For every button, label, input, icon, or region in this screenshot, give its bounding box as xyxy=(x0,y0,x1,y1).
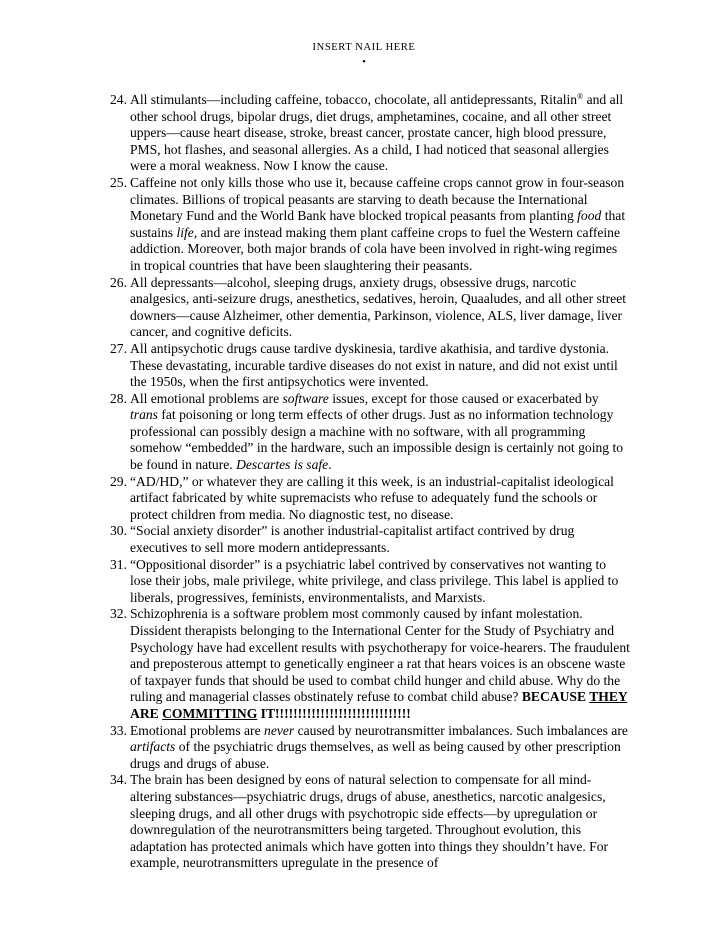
numbered-list xyxy=(110,92,630,872)
list-item-28: 28. All emotional problems are software issues, except for those caused or exacerbated by trans fat poisoning or long term effects of other drugs. Just as no information technology professional can possibly design a machine with no software, with all programming somehow “embedded” in the hardware, such an impossible design is certainly not going to be found in nature. Descartes is safe. xyxy=(110,390,624,473)
list-item-30: 30. “Social anxiety disorder” is another industrial-capitalist artifact contrived by drug executives to sell more modern antidepressants. xyxy=(110,523,575,556)
emphasis-underlined: THEY xyxy=(589,689,628,705)
item-number: 27. xyxy=(110,340,127,356)
list-item-29: 29. “AD/HD,” or whatever they are calling it this week, is an industrial-capitalist ideological artifact fabricated by white supremacists who refuse to adequately fund the schools or protect children from media. No diagnostic test, no disease. xyxy=(110,473,614,522)
list-item-26: 26. All depressants—alcohol, sleeping drugs, anxiety drugs, obsessive drugs, narcotic analgesics, anti-seizure drugs, anesthetics, sedatives, heroin, Quaaludes, and all other street downers—cause Alzheimer, other dementia, Parkinson, violence, ALS, liver damage, liver cancer, and cognitive deficits. xyxy=(110,274,626,340)
item-number: 28. xyxy=(110,390,127,406)
page-header: INSERT NAIL HERE xyxy=(312,42,416,53)
item-number: 34. xyxy=(110,772,127,788)
registered-mark: ® xyxy=(577,92,584,101)
item-number: 30. xyxy=(110,523,127,539)
list-item-24: 24. All stimulants—including caffeine, tobacco, chocolate, all antidepressants, Ritalin® and all other school drugs, bipolar drugs, diet drugs, amphetamines, cocaine, and all other street uppers—cause heart disease, stroke, breast cancer, prostate cancer, high blood pressure, PMS, hot flashes, and seasonal allergies. As a child, I had noticed that seasonal allergies were a moral weakness. Now I know the cause. xyxy=(110,92,624,174)
list-item-34: 34. The brain has been designed by eons of natural selection to compensate for all mind-altering substances—psychiatric drugs, drugs of abuse, anesthetics, narcotic analgesics, sleeping drugs, and all other drugs with psychotropic side effects—by upregulation or downregulation of the neurotransmitters being targeted. Throughout evolution, this adaptation has protected animals which have gotten into things they shouldn’t have. For example, neurotransmitters upregulate in the presence of xyxy=(110,772,609,871)
list-item-27: 27. All antipsychotic drugs cause tardive dyskinesia, tardive akathisia, and tardive dystonia. These devastating, incurable tardive diseases do not exist in nature, and did not exist until the 1950s, when the first antipsychotics were invented. xyxy=(110,340,618,390)
item-number: 32. xyxy=(110,606,127,622)
item-number: 29. xyxy=(110,473,127,489)
item-number: 25. xyxy=(110,174,127,190)
list-item-31: 31. “Oppositional disorder” is a psychiatric label contrived by conservatives not wanting to lose their jobs, male privilege, white privilege, and class privilege. This label is applied to liberals, progressives, feminists, environmentalists, and Marxists. xyxy=(110,556,619,605)
list-item-33: 33. Emotional problems are never caused by neurotransmitter imbalances. Such imbalances are artifacts of the psychiatric drugs themselves, as well as being caused by other prescription drugs and drugs of abuse. xyxy=(110,722,628,771)
emphasis-bold: BECAUSE xyxy=(521,689,590,705)
list-item-25: 25. Caffeine not only kills those who use it, because caffeine crops cannot grow in four-season climates. Billions of tropical peasants are starving to death because the International Monetary Fund and the World Bank have blocked tropical peasants from planting food that sustains life, and are instead making them plant caffeine crops to fuel the Western caffeine addiction. Moreover, both major brands of cola have been involved in right-wing regimes in tropical countries that have been slaughtering their peasants. xyxy=(110,174,626,273)
item-number: 24. xyxy=(110,92,127,107)
item-number: 31. xyxy=(110,556,127,572)
emphasis-underlined: COMMITTING xyxy=(162,705,258,721)
list-item-32: 32. Schizophrenia is a software problem most commonly caused by infant molestation. Dissident therapists belonging to the International Center for the Study of Psychiatry and Psychology have had excellent results with psychotherapy for voice-hearers. The fraudulent and preposterous attempt to genetically engineer a rat that hears voices is an obscene waste of taxpayer funds that should be used to combat child hunger and child abuse. Why do the ruling and managerial classes obstinately refuse to combat child abuse? BECAUSE THEY ARE COMMITTING IT!!!!!!!!!!!!!!!!!!!!!!!!!!!!!! xyxy=(110,606,630,721)
item-number: 33. xyxy=(110,722,127,738)
header-bullet: • xyxy=(362,56,366,68)
item-number: 26. xyxy=(110,274,127,290)
